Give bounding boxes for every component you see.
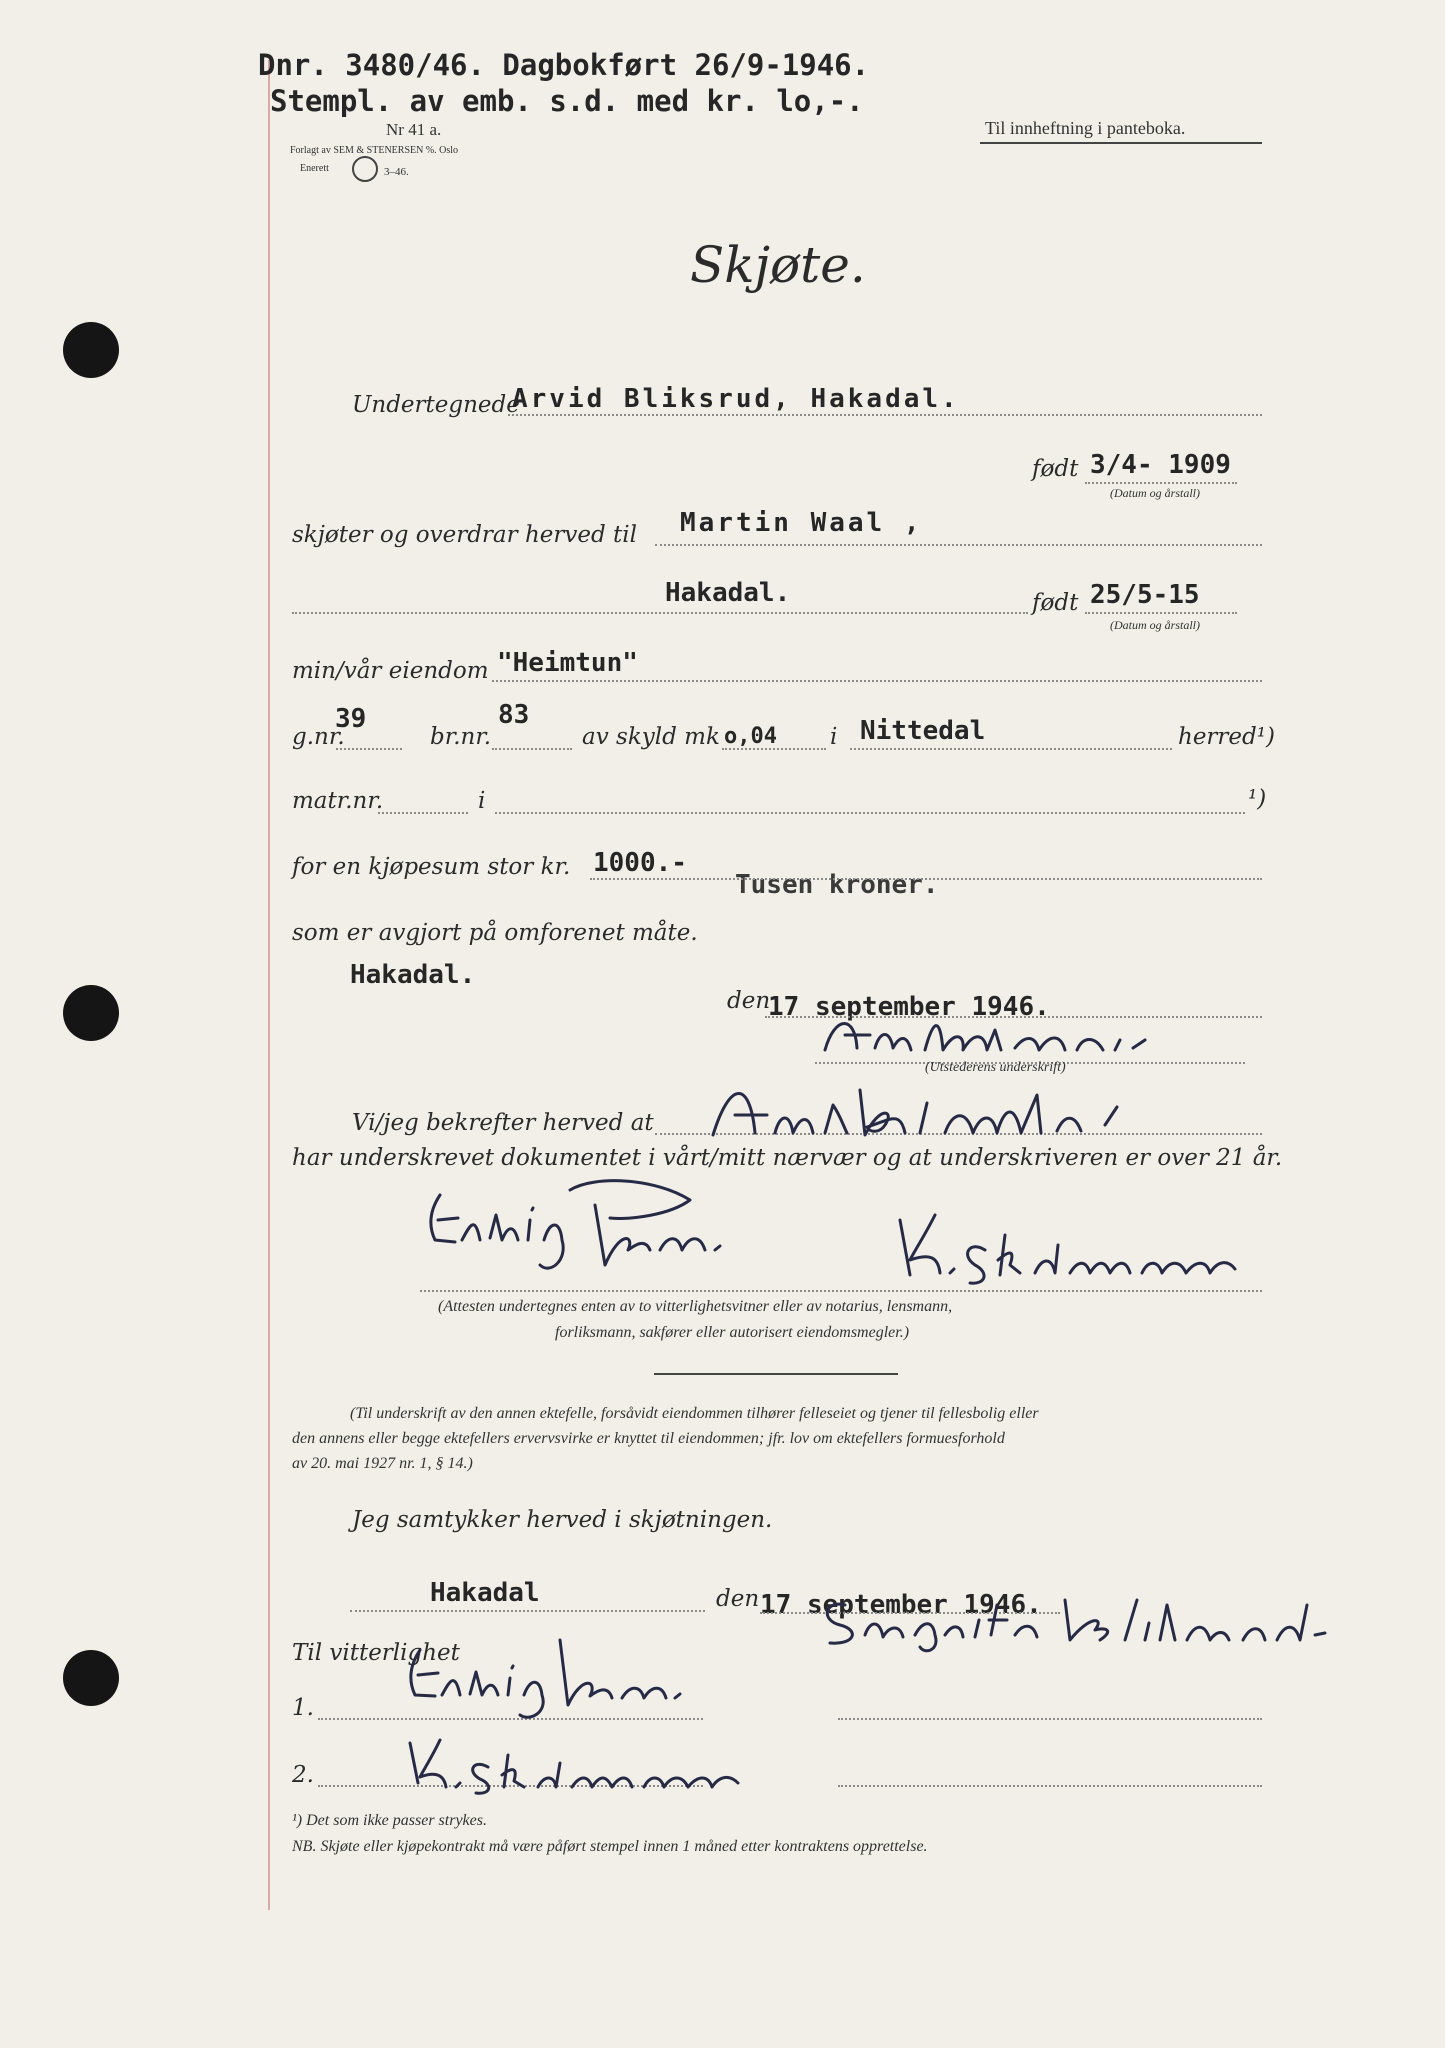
matr-i-line	[495, 812, 1245, 814]
publisher-date: 3–46.	[384, 166, 409, 178]
buyer-place-line	[292, 612, 1028, 614]
consent-date: 17 september 1946.	[760, 1590, 1042, 1620]
matr-line	[378, 812, 468, 814]
spouse-note-1: (Til underskrift av den annen ektefelle, forsåvidt eiendommen tilhører felleseiet og tjener til fellesbolig eller	[350, 1405, 1039, 1422]
witness-line-2: har underskrevet dokumentet i vårt/mitt nærvær og at underskriveren er over 21 år.	[292, 1145, 1283, 1171]
matr-i-label: i	[478, 788, 486, 814]
buyer-label: skjøter og overdrar herved til	[292, 522, 637, 548]
section-divider	[654, 1373, 898, 1375]
witness-note-2: forliksmann, sakfører eller autorisert eiendomsmegler.)	[555, 1324, 910, 1341]
filing-note-underline	[980, 142, 1262, 144]
price-words: Tusen kroner.	[735, 870, 939, 900]
skyld-label: av skyld mk	[582, 724, 720, 750]
witness-attest-signature	[705, 1075, 1145, 1145]
buyer-value: Martin Waal ,	[680, 508, 923, 538]
vitterlighet-line-2b	[838, 1785, 1262, 1787]
seller-born-line	[1085, 482, 1237, 484]
issuer-signature-caption: (Utstederens underskrift)	[925, 1060, 1066, 1075]
vitterlighet-number-2: 2.	[292, 1762, 314, 1788]
property-line	[492, 680, 1262, 682]
consent-place: Hakadal	[430, 1578, 540, 1608]
herred-label: herred¹)	[1178, 724, 1275, 750]
seller-born-label: født	[1032, 456, 1079, 482]
property-label: min/vår eiendom	[292, 658, 489, 684]
document-title: Skjøte.	[690, 236, 866, 294]
settled-text: som er avgjort på omforenet måte.	[292, 920, 698, 946]
herred-i-label: i	[830, 724, 838, 750]
spouse-note-3: av 20. mai 1927 nr. 1, § 14.)	[292, 1455, 473, 1472]
margin-line	[268, 60, 270, 1910]
journal-line-2: Stempl. av emb. s.d. med kr. lo,-.	[270, 84, 864, 118]
footnote-nb: NB. Skjøte eller kjøpekontrakt må være påført stempel innen 1 måned etter kontraktens opprettelse.	[292, 1838, 928, 1855]
vitterlighet-line-1b	[838, 1718, 1262, 1720]
form-number: Nr 41 a.	[386, 120, 442, 139]
gnr-label: g.nr.	[292, 724, 345, 750]
vitterlighet-signature-2	[400, 1735, 800, 1795]
punch-hole	[63, 1650, 119, 1706]
witness-signature-1	[420, 1170, 740, 1290]
vitterlighet-label: Til vitterlighet	[292, 1640, 460, 1666]
journal-line-1: Dnr. 3480/46. Dagbokført 26/9-1946.	[258, 48, 870, 82]
punch-hole	[63, 985, 119, 1041]
witness-signature-line	[420, 1290, 1262, 1292]
filing-note: Til innheftning i panteboka.	[985, 118, 1186, 138]
skyld-line	[722, 748, 826, 750]
buyer-born-value: 25/5-15	[1090, 580, 1200, 610]
herred-value: Nittedal	[860, 716, 986, 746]
buyer-place: Hakadal.	[665, 578, 791, 608]
spouse-note-2: den annens eller begge ektefellers ervervsvirke er knyttet til eiendommen; jfr. lov om ektefellers formuesforhold	[292, 1430, 1005, 1447]
seller-born-hint: (Datum og årstall)	[1110, 486, 1200, 500]
witness-signature-2	[890, 1205, 1250, 1285]
seller-value: Arvid Bliksrud, Hakadal.	[512, 384, 960, 414]
property-name: "Heimtun"	[497, 648, 638, 678]
buyer-born-label: født	[1032, 590, 1079, 616]
punch-hole	[63, 322, 119, 378]
price-amount: 1000.-	[593, 848, 687, 878]
seller-label: Undertegnede	[352, 392, 520, 418]
seller-born-value: 3/4- 1909	[1090, 450, 1231, 480]
footnote-1: ¹) Det som ikke passer strykes.	[292, 1812, 487, 1829]
publisher-rights: Enerett	[300, 163, 329, 174]
gnr-value: 39	[335, 704, 367, 734]
publisher-line: Forlagt av SEM & STENERSEN %. Oslo	[290, 145, 459, 156]
skyld-value: o,04	[724, 724, 777, 749]
buyer-born-hint: (Datum og årstall)	[1110, 618, 1200, 632]
price-line	[590, 878, 1262, 880]
consent-text: Jeg samtykker herved i skjøtningen.	[352, 1507, 773, 1533]
buyer-born-line	[1085, 612, 1237, 614]
publisher-logo-icon	[352, 156, 378, 182]
date-den-label: den	[727, 988, 771, 1014]
bnr-value: 83	[498, 700, 530, 730]
matr-footnote-mark: ¹)	[1248, 786, 1267, 812]
vitterlighet-signature-1	[400, 1630, 700, 1725]
seller-line	[508, 414, 1262, 416]
buyer-line	[655, 544, 1262, 546]
vitterlighet-number-1: 1.	[292, 1695, 314, 1721]
matr-label: matr.nr.	[292, 788, 384, 814]
consent-den-label: den	[716, 1586, 760, 1612]
herred-line	[850, 748, 1172, 750]
bnr-line	[492, 748, 572, 750]
place: Hakadal.	[350, 960, 476, 990]
gnr-line	[336, 748, 402, 750]
witness-note-1: (Attesten undertegnes enten av to vitterlighetsvitner eller av notarius, lensmann,	[438, 1298, 953, 1315]
witness-line-1: Vi/jeg bekrefter herved at	[352, 1110, 654, 1136]
consent-place-line	[350, 1610, 705, 1612]
price-label: for en kjøpesum stor kr.	[292, 854, 571, 880]
date-value: 17 september 1946.	[768, 992, 1050, 1022]
spouse-signature	[815, 1585, 1355, 1655]
bnr-label: br.nr.	[430, 724, 492, 750]
